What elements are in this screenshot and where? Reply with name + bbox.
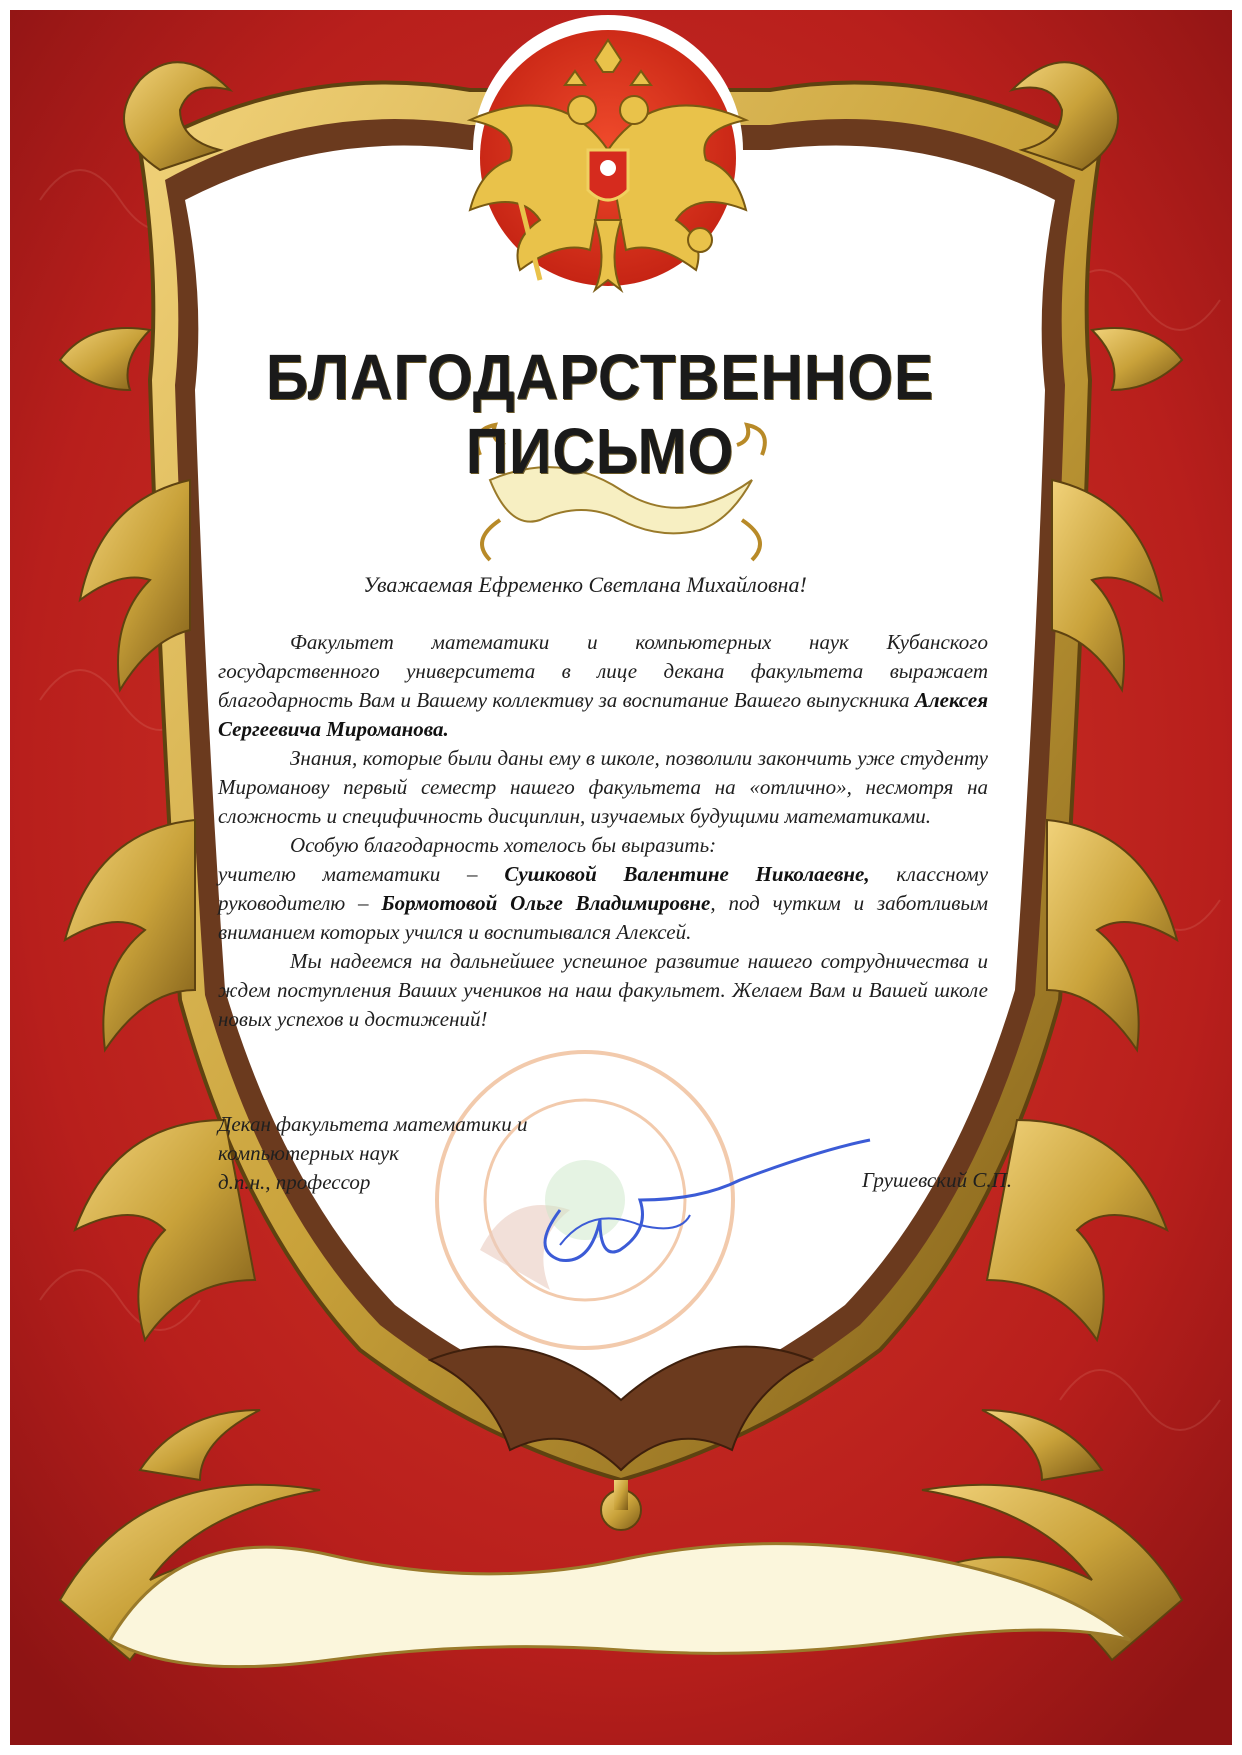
position-line-1: Декан факультета математики и — [218, 1112, 528, 1136]
paragraph-1 — [218, 628, 988, 744]
paragraph-4-part-b: классному руководителю – — [218, 862, 989, 915]
teacher-name: Сушковой Валентине Николаевне, — [504, 862, 870, 886]
paragraph-2: Знания, которые были даны ему в школе, позволили закончить уже студенту Мироманову первый семестр нашего факультета на «отлично», несмотря на сложность и специфичность дисциплин, изучаемых будущими математиками. — [218, 746, 988, 828]
paragraph-4-part-a: учителю математики – — [218, 862, 478, 886]
signatory-name: Грушевский С.П. — [862, 1168, 1012, 1192]
paragraph-5: Мы надеемся на дальнейшее успешное развитие нашего сотрудничества и ждем поступления Ваших учеников на наш факультет. Желаем Вам и Вашей школе новых успехов и достижений! — [218, 949, 988, 1031]
letter-body — [218, 628, 988, 1034]
greeting: Уважаемая Ефременко Светлана Михайловна! — [363, 572, 807, 597]
signatory-position — [218, 1110, 558, 1197]
paragraph-4 — [218, 860, 988, 947]
position-line-2: компьютерных наук — [218, 1141, 399, 1165]
paragraph-1-text: Факультет математики и компьютерных наук Кубанского государственного университета в лице декана факультета выражает благодарность Вам и Вашему коллективу за воспитание Вашего выпускника — [218, 630, 988, 712]
class-teacher-name: Бормотовой Ольге Владимировне — [381, 891, 711, 915]
position-line-3: д.п.н., профессор — [218, 1170, 371, 1194]
paragraph-4-part-c: , под чутким и заботливым вниманием которых учился и воспитывался Алексей. — [218, 891, 988, 944]
graduate-name: Алексея Сергеевича Мироманова. — [218, 688, 989, 741]
paragraph-3: Особую благодарность хотелось бы выразить: — [290, 833, 717, 857]
page-title: БЛАГОДАРСТВЕННОЕ ПИСЬМО — [265, 341, 935, 487]
